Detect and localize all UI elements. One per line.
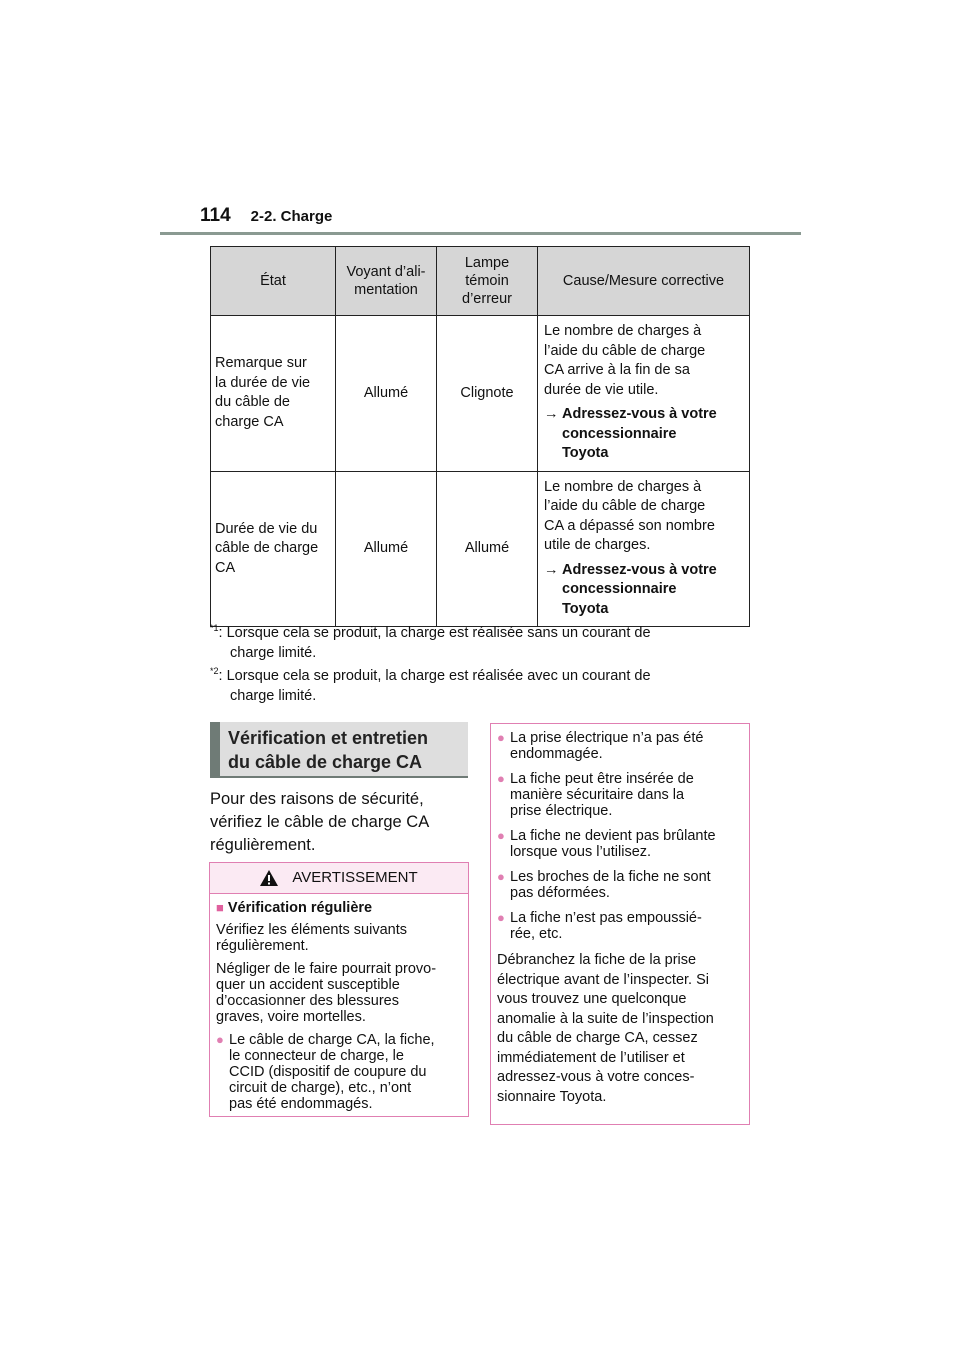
warning-para-2: Négliger de le faire pourrait provo- quer un accident susceptible d’occasionner des blessures graves, voire mortelles. — [216, 961, 437, 1025]
checklist-box — [490, 723, 750, 1125]
warning-title: AVERTISSEMENT — [292, 869, 418, 886]
bullet-dot-icon: ● — [497, 869, 505, 884]
footnote-cont: charge limité. — [230, 644, 317, 661]
bullet-dot-icon: ● — [497, 771, 505, 786]
footnote-marker: *1 — [210, 623, 219, 633]
footnote-cont: charge limité. — [230, 687, 317, 704]
warning-header — [210, 863, 468, 894]
warning-box — [209, 862, 469, 1117]
cell-error: Allumé — [437, 471, 538, 627]
square-bullet-icon: ■ — [216, 900, 224, 915]
action-text: Adressez-vous à votre concessionnaire Toyota — [562, 561, 717, 617]
header-rule — [160, 232, 801, 235]
checklist-closing: Débranchez la fiche de la prise électrique avant de l’inspecter. Si vous trouvez une quelconque anomalie à la suite de l’inspection du câble de charge CA, cessez immédiatement de l’utiliser et adressez-vous à votre conces- sionnaire Toyota. — [497, 952, 714, 1105]
corrective-action — [544, 405, 743, 464]
col-header-power: Voyant d’ali- mentation — [336, 247, 437, 316]
warning-subheading: ■ Vérification régulière — [216, 900, 373, 916]
list-item: ● La fiche peut être insérée de manière sécuritaire dans la prise électrique. — [497, 771, 694, 819]
cause-text: Le nombre de charges à l’aide du câble de charge CA arrive à la fin de sa durée de vie utile. — [544, 323, 706, 398]
col-header-error: Lampe témoin d’erreur — [437, 247, 538, 316]
action-text: Adressez-vous à votre concessionnaire Toyota — [562, 406, 717, 461]
cell-state: Remarque sur la durée de vie du câble de charge CA — [211, 316, 336, 472]
bullet-dot-icon: ● — [497, 828, 505, 843]
list-item: ● La prise électrique n’a pas été endommagée. — [497, 730, 704, 762]
status-table — [210, 246, 750, 627]
list-item: ● La fiche ne devient pas brûlante lorsque vous l’utilisez. — [497, 828, 716, 860]
col-header-cause: Cause/Mesure corrective — [538, 247, 750, 316]
warning-para-1: Vérifiez les éléments suivants régulièrement. — [216, 922, 407, 954]
cell-cause — [538, 471, 750, 627]
bullet-dot-icon: ● — [497, 730, 505, 745]
warning-icon — [260, 870, 278, 886]
col-header-state: État — [211, 247, 336, 316]
section-title: 2-2. Charge — [250, 208, 333, 225]
list-item: ● Les broches de la fiche ne sont pas déformées. — [497, 869, 711, 901]
arrow-icon: → — [544, 406, 559, 422]
corrective-action — [544, 561, 743, 620]
table-row — [211, 471, 750, 627]
table-header-row — [211, 247, 750, 316]
page-number: 114 — [200, 205, 231, 226]
cell-cause — [538, 316, 750, 472]
bullet-dot-icon: ● — [497, 910, 505, 925]
cause-text: Le nombre de charges à l’aide du câble de charge CA a dépassé son nombre utile de charges. — [544, 478, 715, 553]
cell-error: Clignote — [437, 316, 538, 472]
section-heading: Vérification et entretien du câble de charge CA — [210, 722, 468, 778]
footnote-marker: *2 — [210, 666, 219, 676]
cell-state: Durée de vie du câble de charge CA — [211, 471, 336, 627]
cell-power: Allumé — [336, 471, 437, 627]
page-header — [200, 205, 332, 227]
list-item: ● La fiche n’est pas empoussié- rée, etc. — [497, 910, 702, 942]
footnote-text: Lorsque cela se produit, la charge est réalisée avec un courant de — [226, 667, 651, 684]
warning-bullet: ● Le câble de charge CA, la fiche, le connecteur de charge, le CCID (dispositif de coupure du circuit de charge), etc., n’ont pas été endommagés. — [216, 1032, 435, 1112]
cell-power: Allumé — [336, 316, 437, 472]
footnote-1: $^{*1}$: Lorsque cela se produit, la charge est réalisée sans un courant de charge limité. — [210, 623, 651, 661]
footnote-2: $^{*2}$: Lorsque cela se produit, la charge est réalisée avec un courant de charge limité. — [210, 666, 651, 704]
section-intro: Pour des raisons de sécurité, vérifiez le câble de charge CA régulièrement. — [210, 790, 430, 854]
footnote-text: Lorsque cela se produit, la charge est réalisée sans un courant de — [226, 624, 651, 641]
table-row — [211, 316, 750, 472]
bullet-dot-icon: ● — [216, 1032, 224, 1047]
arrow-icon: → — [544, 561, 559, 578]
